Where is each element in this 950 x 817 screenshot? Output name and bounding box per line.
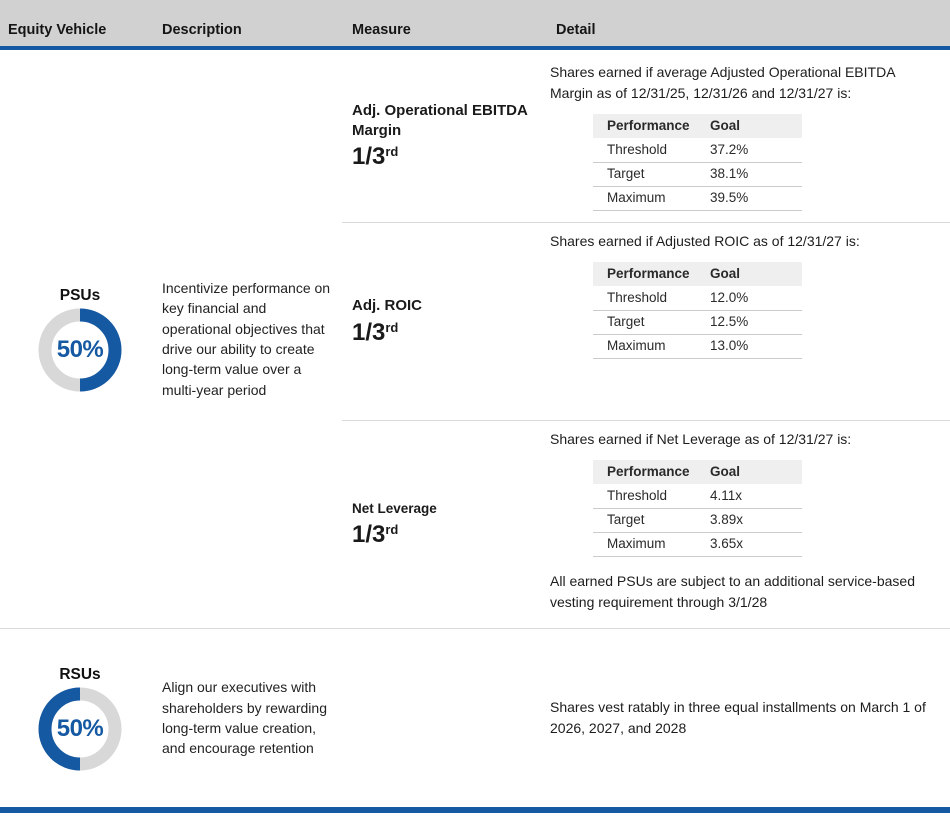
- goal-maximum: 3.65x: [710, 532, 802, 556]
- goal-threshold: 37.2%: [710, 138, 802, 162]
- detail-cell-roic: [550, 223, 950, 420]
- detail-cell-ebitda: [550, 50, 950, 222]
- goal-maximum: 13.0%: [710, 334, 802, 358]
- column-header-equity-vehicle: Equity Vehicle: [8, 22, 107, 38]
- detail-cell-net-leverage: [550, 421, 950, 628]
- measure-name-roic: Adj. ROIC: [352, 297, 422, 315]
- goal-maximum: 39.5%: [710, 186, 802, 210]
- detail-intro-net-leverage: Shares earned if Net Leverage as of 12/31/27 is:: [550, 431, 852, 447]
- rsu-description: Align our executives with shareholders by rewarding long-term value creation, and encourage retention: [162, 679, 327, 757]
- detail-intro-roic: Shares earned if Adjusted ROIC as of 12/31/27 is:: [550, 233, 860, 249]
- fraction-ordinal: rd: [385, 521, 399, 537]
- goal-table-col-goal: Goal: [710, 460, 802, 484]
- column-header-measure: Measure: [352, 22, 411, 38]
- psu-section-net-leverage: [342, 420, 950, 628]
- perf-maximum: Maximum: [593, 334, 710, 358]
- rsu-left-block: [0, 629, 342, 807]
- goal-table-col-performance: Performance: [593, 460, 710, 484]
- goal-table-header-row: [593, 114, 802, 138]
- perf-target: Target: [593, 508, 710, 532]
- table-row: [593, 484, 802, 508]
- goal-table-roic: [593, 262, 802, 359]
- psu-percent-value: 50%: [56, 335, 104, 363]
- fraction-ordinal: rd: [385, 319, 399, 335]
- goal-target: 12.5%: [710, 310, 802, 334]
- measure-cell-roic: [342, 223, 550, 420]
- psu-section-roic: [342, 222, 950, 420]
- measure-cell-net-leverage: [342, 421, 550, 628]
- goal-table-ebitda: [593, 114, 802, 211]
- goal-threshold: 4.11x: [710, 484, 802, 508]
- perf-maximum: Maximum: [593, 186, 710, 210]
- perf-threshold: Threshold: [593, 138, 710, 162]
- perf-maximum: Maximum: [593, 532, 710, 556]
- table-row: [593, 286, 802, 310]
- goal-target: 3.89x: [710, 508, 802, 532]
- perf-threshold: Threshold: [593, 484, 710, 508]
- column-header-description: Description: [162, 22, 242, 38]
- psu-vesting-note: All earned PSUs are subject to an additional service-based vesting requirement through 3/1/28: [550, 572, 915, 610]
- table-row: [593, 138, 802, 162]
- column-header-detail: Detail: [556, 22, 596, 38]
- psu-vehicle-cell: [0, 287, 160, 392]
- table-row: [593, 162, 802, 186]
- perf-target: Target: [593, 162, 710, 186]
- goal-threshold: 12.0%: [710, 286, 802, 310]
- measure-weight-net-leverage: [352, 521, 550, 549]
- psu-row: [0, 50, 950, 628]
- measure-name-net-leverage: Net Leverage: [352, 501, 437, 517]
- rsu-measure-cell-empty: [342, 629, 550, 807]
- psu-label: PSUs: [59, 286, 101, 304]
- goal-table-col-goal: Goal: [710, 262, 802, 286]
- measure-weight-roic: [352, 319, 550, 347]
- psu-donut-chart: [38, 308, 122, 392]
- psu-section-ebitda-margin: [342, 50, 950, 222]
- measure-name-ebitda: Adj. Operational EBITDA Margin: [352, 101, 528, 139]
- goal-table-header-row: [593, 262, 802, 286]
- fraction-value: 1/3: [352, 143, 386, 171]
- fraction-value: 1/3: [352, 318, 386, 346]
- bottom-accent-rule: [0, 807, 950, 813]
- goal-target: 38.1%: [710, 162, 802, 186]
- rsu-vesting-text: Shares vest ratably in three equal installments on March 1 of 2026, 2027, and 2028: [550, 699, 926, 736]
- goal-table-col-performance: Performance: [593, 114, 710, 138]
- rsu-label: RSUs: [59, 665, 101, 683]
- table-row: [593, 186, 802, 210]
- perf-target: Target: [593, 310, 710, 334]
- table-row: [593, 310, 802, 334]
- goal-table-header-row: [593, 460, 802, 484]
- table-row: [593, 334, 802, 358]
- rsu-row: [0, 629, 950, 807]
- psu-sections: [342, 50, 950, 628]
- psu-left-block: [0, 50, 342, 628]
- fraction-ordinal: rd: [385, 144, 399, 160]
- rsu-vehicle-cell: [0, 666, 160, 771]
- rsu-percent-value: 50%: [56, 714, 104, 742]
- table-header-row: [0, 0, 950, 50]
- measure-cell-ebitda: [342, 50, 550, 222]
- measure-weight-ebitda: [352, 143, 550, 171]
- table-row: [593, 532, 802, 556]
- goal-table-col-performance: Performance: [593, 262, 710, 286]
- rsu-detail: [550, 629, 950, 807]
- goal-table-net-leverage: [593, 460, 802, 557]
- psu-description: Incentivize performance on key financial and operational objectives that drive our ability to create long-term value over a multi-year period: [162, 280, 331, 398]
- detail-intro-ebitda: Shares earned if average Adjusted Operational EBITDA Margin as of 12/31/25, 12/31/26 and 12/31/27 is:: [550, 64, 895, 101]
- fraction-value: 1/3: [352, 520, 386, 548]
- goal-table-col-goal: Goal: [710, 114, 802, 138]
- perf-threshold: Threshold: [593, 286, 710, 310]
- table-row: [593, 508, 802, 532]
- rsu-donut-chart: [38, 687, 122, 771]
